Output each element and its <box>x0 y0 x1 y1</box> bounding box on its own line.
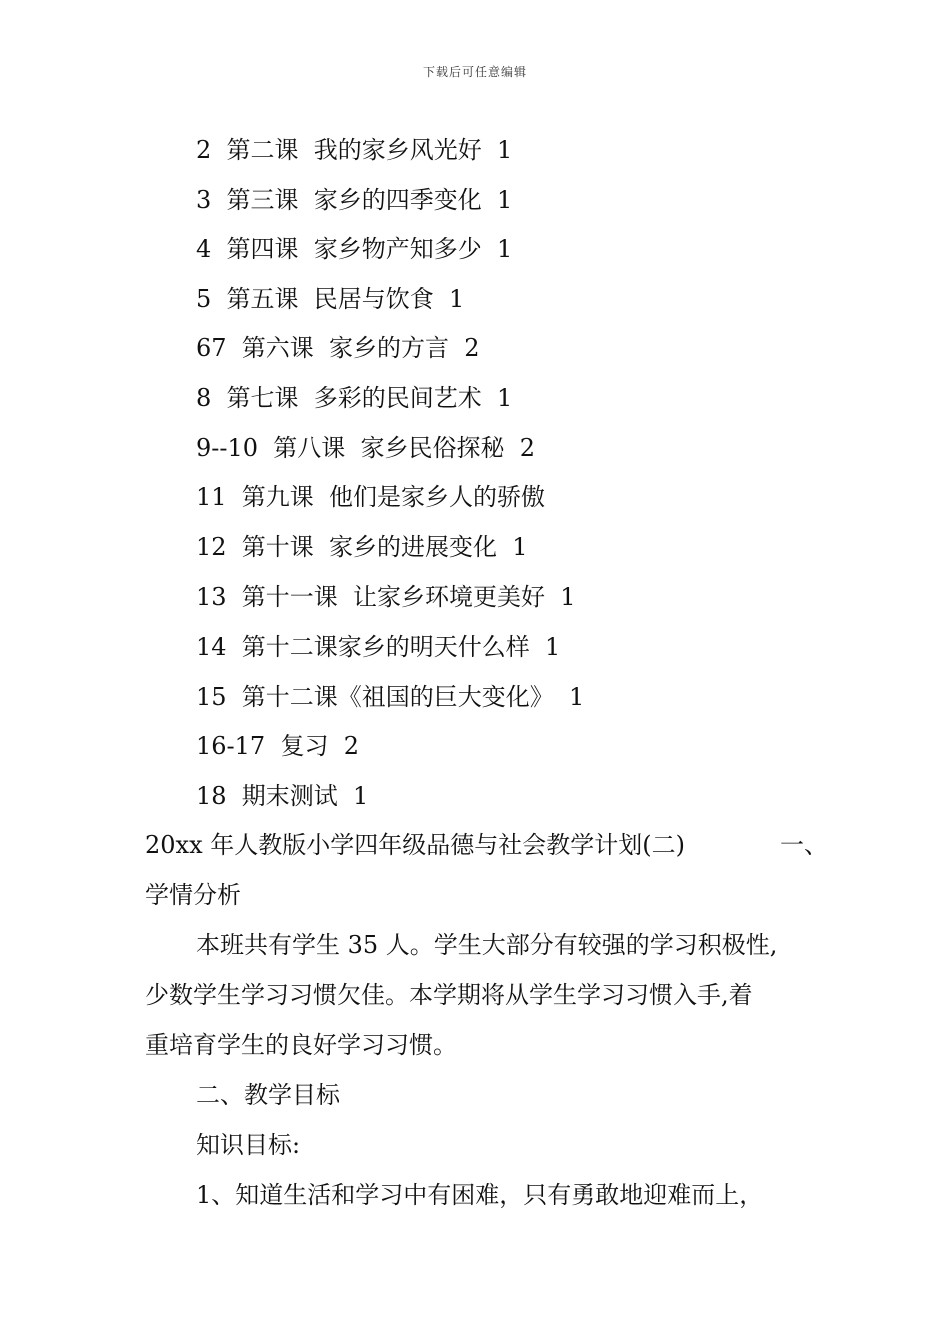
section-title: 20xx 年人教版小学四年级品德与社会教学计划(二) <box>145 831 685 859</box>
schedule-row: 8 第七课 多彩的民间艺术 1 <box>196 384 513 412</box>
section-heading-analysis: 学情分析 <box>145 881 241 909</box>
schedule-row: 12 第十课 家乡的进展变化 1 <box>196 533 528 561</box>
subheading-knowledge-goals: 知识目标: <box>196 1131 301 1159</box>
analysis-paragraph-line: 少数学生学习习惯欠佳。本学期将从学生学习习惯入手,着 <box>145 981 753 1009</box>
schedule-row: 9--10 第八课 家乡民俗探秘 2 <box>196 434 536 462</box>
schedule-row: 13 第十一课 让家乡环境更美好 1 <box>196 583 576 611</box>
schedule-row: 14 第十二课家乡的明天什么样 1 <box>196 633 561 661</box>
schedule-row: 3 第三课 家乡的四季变化 1 <box>196 186 513 214</box>
schedule-row: 18 期末测试 1 <box>196 782 369 810</box>
goal-item: 1、知道生活和学习中有困难，只有勇敢地迎难而上， <box>196 1181 764 1209</box>
analysis-paragraph-line: 重培育学生的良好学习习惯。 <box>145 1031 457 1059</box>
schedule-row: 2 第二课 我的家乡风光好 1 <box>196 136 513 164</box>
section-heading-goals: 二、教学目标 <box>196 1081 340 1109</box>
analysis-paragraph-line: 本班共有学生 35 人。学生大部分有较强的学习积极性, <box>196 931 778 959</box>
schedule-row: 11 第九课 他们是家乡人的骄傲 <box>196 483 546 511</box>
schedule-row: 15 第十二课《祖国的巨大变化》 1 <box>196 683 585 711</box>
schedule-row: 67 第六课 家乡的方言 2 <box>196 334 480 362</box>
schedule-row: 16-17 复习 2 <box>196 732 359 760</box>
schedule-row: 5 第五课 民居与饮食 1 <box>196 285 465 313</box>
section-number: 一、 <box>780 831 828 859</box>
page-header: 下载后可任意编辑 <box>422 65 527 79</box>
schedule-row: 4 第四课 家乡物产知多少 1 <box>196 235 513 263</box>
